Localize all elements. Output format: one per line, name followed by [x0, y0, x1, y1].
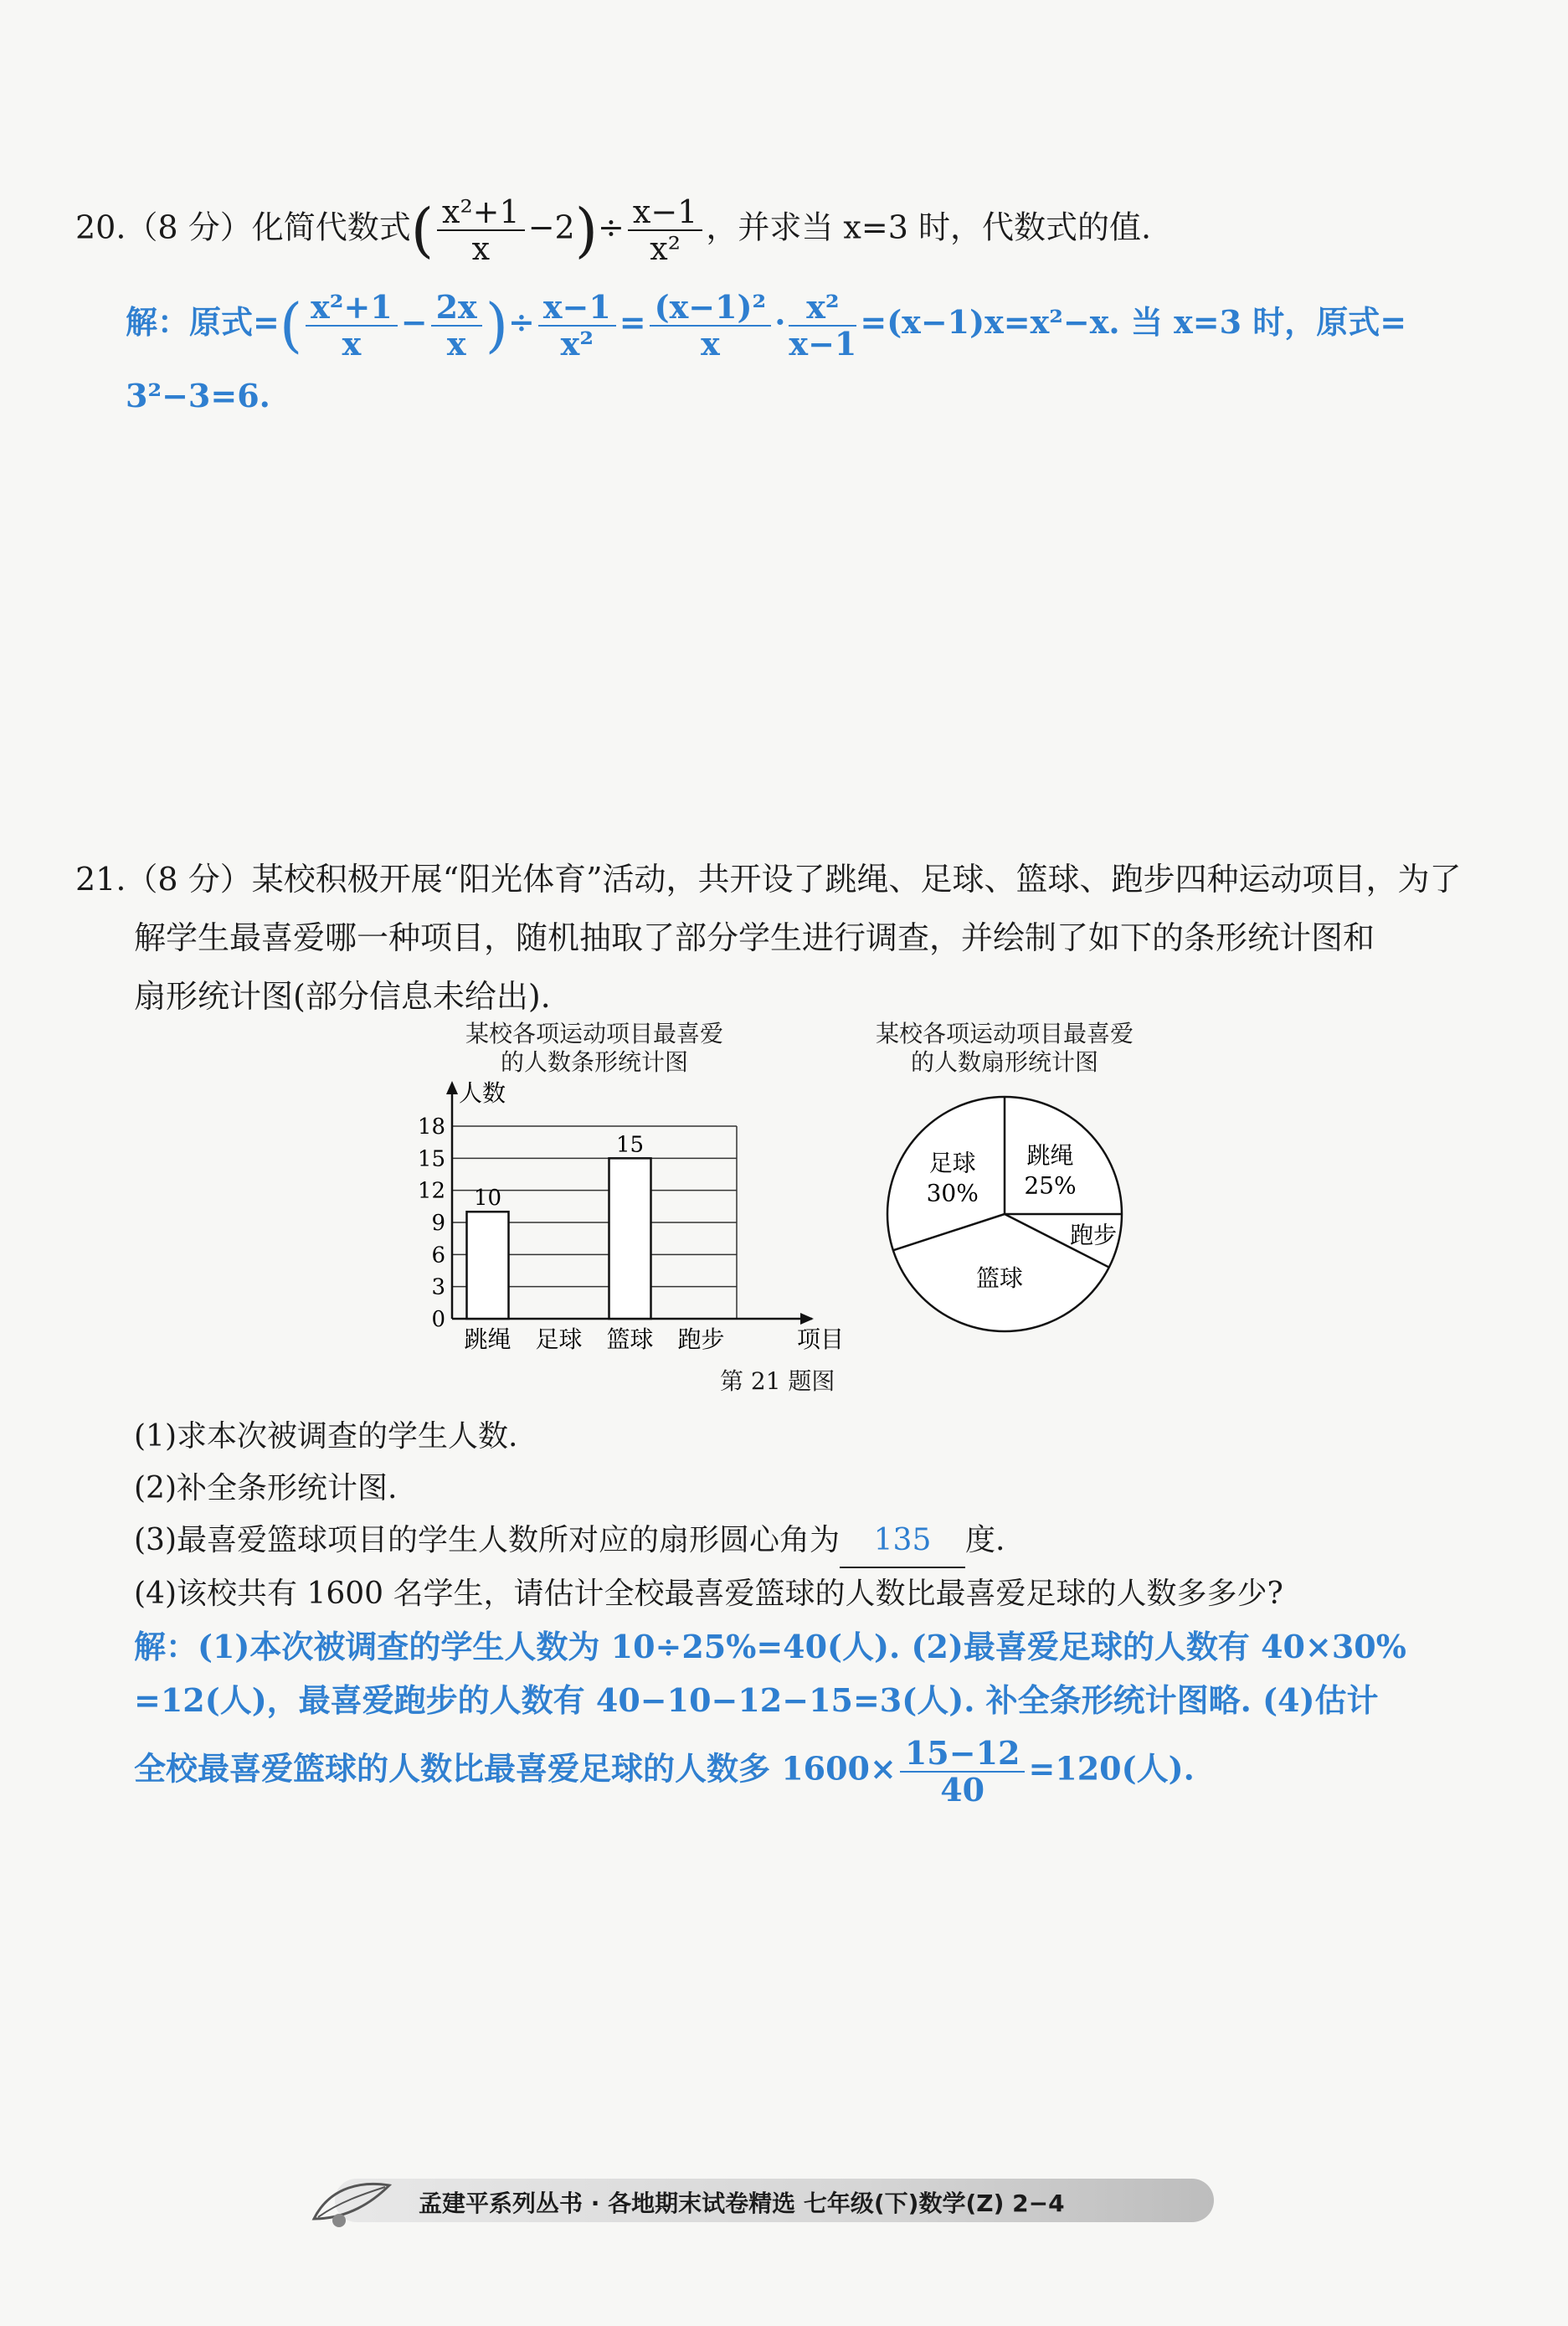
pie-chart-title [837, 1020, 1172, 1077]
subq-3-answer-blank: 135 [840, 1515, 965, 1568]
footer-text: 孟建平系列丛书 · 各地期末试卷精选 七年级(下)数学(Z) 2−4 [419, 2190, 1065, 2217]
figure-caption: 第 21 题图 [720, 1367, 835, 1395]
y-tick-label: 18 [417, 1114, 445, 1140]
pie-slice-label: 篮球 [975, 1263, 1023, 1292]
q20-div: ÷ [598, 208, 625, 246]
category-label: 篮球 [606, 1325, 654, 1353]
bar-chart [402, 1076, 845, 1353]
a20-frac5-num: x² [789, 290, 856, 327]
data-label: 10 [473, 1186, 502, 1212]
pie-slice-percent: 25% [1024, 1171, 1077, 1200]
bar [609, 1158, 651, 1319]
pie-slice-label: 跳绳 [1026, 1141, 1074, 1170]
y-tick-label: 6 [431, 1243, 445, 1268]
a20-eq: = [619, 303, 646, 341]
subq-2: (2)补全条形统计图. [134, 1471, 398, 1505]
y-tick-label: 9 [431, 1211, 445, 1236]
x-axis-arrow [800, 1313, 814, 1325]
a20-frac3-num: x−1 [538, 290, 616, 327]
leaf-logo-icon [306, 2169, 398, 2239]
a21-line3 [134, 1736, 1540, 1808]
subq-3-unit: 度. [965, 1523, 1005, 1557]
a20-frac4-den: x [701, 324, 720, 363]
pie-chart [871, 1088, 1139, 1340]
pie-slice-label: 足球 [928, 1149, 976, 1177]
subq-3-text: (3)最喜爱篮球项目的学生人数所对应的扇形圆心角为 [134, 1523, 840, 1557]
y-tick-label: 12 [417, 1178, 445, 1204]
a20-frac3-den: x² [560, 324, 594, 363]
q20-den2: x² [650, 230, 681, 267]
subq-4: (4)该校共有 1600 名学生，请估计全校最喜爱篮球的人数比最喜爱足球的人数多多少? [134, 1577, 1283, 1611]
bar-title-line2: 的人数条形统计图 [500, 1048, 688, 1076]
a20-frac1-num: x²+1 [306, 290, 398, 327]
q20-num2: x−1 [628, 194, 702, 231]
subq-1: (1)求本次被调查的学生人数. [134, 1419, 518, 1454]
a21-line3-text: 全校最喜爱篮球的人数比最喜爱足球的人数多 1600× [134, 1749, 897, 1788]
a21-frac-num: 15−12 [900, 1736, 1026, 1773]
a21-line1: 解：(1)本次被调查的学生人数为 10÷25%=40(人). (2)最喜爱足球的人数有 40×30% [134, 1628, 1406, 1665]
q20-prefix: 20.（8 分）化简代数式 [75, 208, 411, 246]
y-tick-label: 0 [431, 1307, 445, 1332]
pie-title-line1: 某校各项运动项目最喜爱 [875, 1020, 1134, 1047]
a20-minus: − [400, 303, 428, 341]
pie-title-line2: 的人数扇形统计图 [910, 1048, 1098, 1076]
a20-frac2-num: 2x [431, 290, 482, 327]
pie-slice-label: 跑步 [1070, 1221, 1118, 1249]
a20-frac2-den: x [446, 324, 466, 363]
y-tick-label: 3 [431, 1274, 445, 1300]
answer-20-line2: 3²−3=6. [126, 377, 270, 414]
pie-slice-percent: 30% [926, 1179, 979, 1207]
q20-suffix: ，并求当 x=3 时，代数式的值. [706, 208, 1152, 246]
y-axis-arrow [446, 1081, 458, 1094]
bar-title-line1: 某校各项运动项目最喜爱 [465, 1020, 723, 1047]
sub-questions [134, 1411, 1540, 1620]
answer-20: 解：原式=( $\frac{\text{x²+1}}{x}$ − $\frac{2x}{x}$ )÷ $\frac{x-1}{\text{x²}}$ = $\frac{\text{(x−1)²}}{x}$ · $\frac{\text{x²}}{x-1}$ =(x−1)x=x²−x. 当 x=3 时，原式= [126, 287, 1407, 363]
q20-den1: x [471, 230, 491, 267]
a20-rest: =(x−1)x=x²−x. 当 x=3 时，原式= [860, 303, 1407, 341]
question-21 [75, 850, 1515, 1026]
y-tick-label: 15 [417, 1146, 445, 1172]
data-label: 15 [615, 1132, 645, 1158]
a20-label: 解：原式= [126, 303, 280, 341]
question-20: 20.（8 分）化简代数式( $\frac{\text{x²+1}}{x}$ −2)÷ $\frac{x-1}{\text{x²}}$ ，并求当 x=3 时，代数式的值. [75, 193, 1152, 267]
q21-line2: 解学生最喜爱哪一种项目，随机抽取了部分学生进行调查，并绘制了如下的条形统计图和 [134, 919, 1375, 956]
a20-frac4-num: (x−1)² [650, 290, 772, 327]
a20-div: ÷ [508, 303, 535, 341]
a20-frac5-den: x−1 [789, 324, 857, 363]
q21-line1: 21.（8 分）某校积极开展“阳光体育”活动，共开设了跳绳、足球、篮球、跑步四种运动项目，为了 [75, 861, 1462, 898]
category-label: 跳绳 [464, 1325, 512, 1353]
a21-line3-end: =120(人). [1028, 1749, 1195, 1788]
a21-line2: =12(人)，最喜爱跑步的人数有 40−10−12−15=3(人). 补全条形统计图略. (4)估计 [134, 1681, 1379, 1719]
a20-frac1-den: x [342, 324, 362, 363]
q21-line3: 扇形统计图(部分信息未给出). [134, 978, 551, 1015]
bar-chart-title [402, 1020, 787, 1077]
x-axis-label: 项目 [797, 1325, 845, 1353]
a21-frac-den: 40 [940, 1771, 985, 1809]
category-label: 跑步 [677, 1325, 725, 1353]
q20-num1: x²+1 [437, 194, 525, 231]
y-axis-label: 人数 [459, 1079, 506, 1107]
category-label: 足球 [535, 1325, 583, 1353]
q20-minus: −2 [527, 208, 575, 246]
subq-3 [134, 1515, 1540, 1568]
a20-dot: · [774, 303, 786, 341]
bar [467, 1212, 509, 1319]
answer-21 [134, 1620, 1540, 1808]
